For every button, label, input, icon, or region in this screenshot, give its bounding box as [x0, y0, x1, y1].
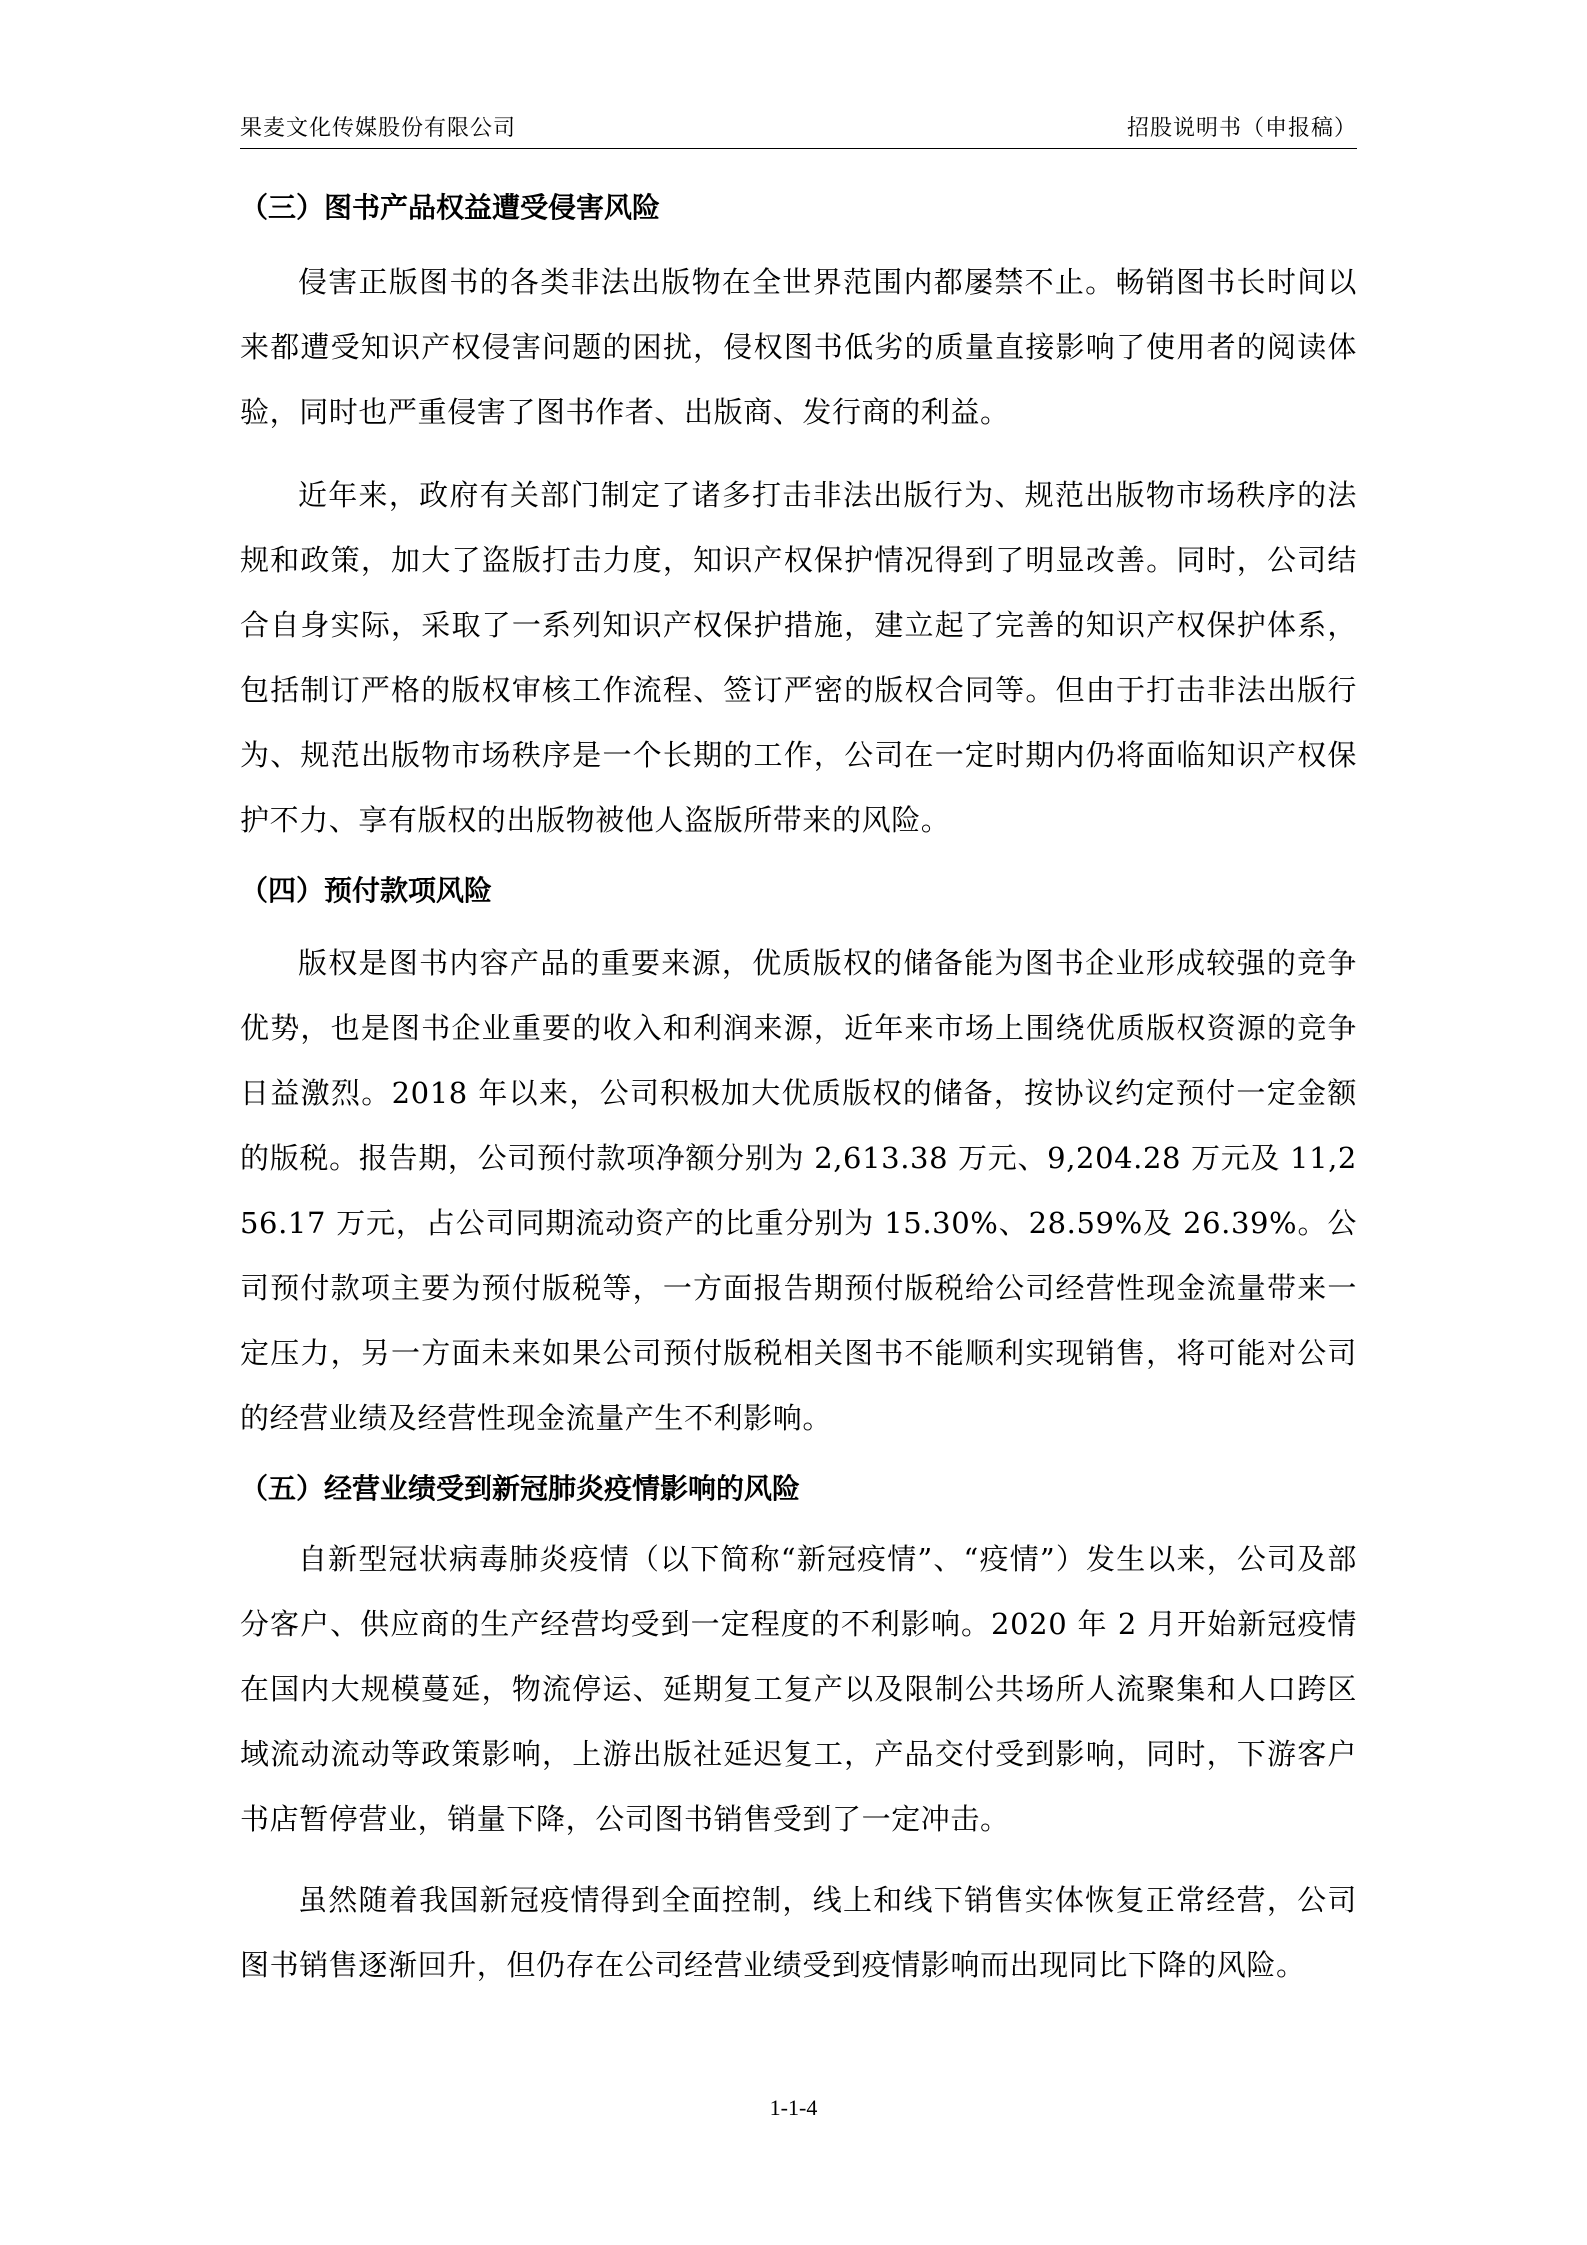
section-heading-3: （三）图书产品权益遭受侵害风险: [240, 191, 661, 224]
section-4-paragraph-1: 版权是图书内容产品的重要来源，优质版权的储备能为图书企业形成较强的竞争优势，也是图书企业重要的收入和利润来源，近年来市场上围绕优质版权资源的竞争日益激烈。2018 年以来，公司积极加大优质版权的储备，按协议约定预付一定金额的版税。报告期，公司预付款项净额分别为 2,613.38 万元、9,204.28 万元及 11,256.17 万元，占公司同期流动资产的比重分别为 15.30%、28.59%及 26.39%。公司预付款项主要为预付版税等，一方面报告期预付版税给公司经营性现金流量带来一定压力，另一方面未来如果公司预付版税相关图书不能顺利实现销售，将可能对公司的经营业绩及经营性现金流量产生不利影响。: [240, 946, 1357, 1435]
section-heading-5: （五）经营业绩受到新冠肺炎疫情影响的风险: [240, 1472, 801, 1505]
section-5-paragraph-1: 自新型冠状病毒肺炎疫情（以下简称“新冠疫情”、“疫情”）发生以来，公司及部分客户、供应商的生产经营均受到一定程度的不利影响。2020 年 2 月开始新冠疫情在国内大规模蔓延，物流停运、延期复工复产以及限制公共场所人流聚集和人口跨区域流动流动等政策影响，上游出版社延迟复工，产品交付受到影响，同时，下游客户书店暂停营业，销量下降，公司图书销售受到了一定冲击。: [240, 1542, 1357, 1836]
header-document-type: 招股说明书（申报稿）: [1126, 116, 1357, 141]
header-company-name: 果麦文化传媒股份有限公司: [240, 116, 517, 141]
section-3-paragraph-1: 侵害正版图书的各类非法出版物在全世界范围内都屡禁不止。畅销图书长时间以来都遭受知识产权侵害问题的困扰，侵权图书低劣的质量直接影响了使用者的阅读体验，同时也严重侵害了图书作者、出版商、发行商的利益。: [240, 265, 1357, 429]
section-3-paragraph-2: 近年来，政府有关部门制定了诸多打击非法出版行为、规范出版物市场秩序的法规和政策，加大了盗版打击力度，知识产权保护情况得到了明显改善。同时，公司结合自身实际，采取了一系列知识产权保护措施，建立起了完善的知识产权保护体系，包括制订严格的版权审核工作流程、签订严密的版权合同等。但由于打击非法出版行为、规范出版物市场秩序是一个长期的工作，公司在一定时期内仍将面临知识产权保护不力、享有版权的出版物被他人盗版所带来的风险。: [240, 478, 1357, 837]
section-heading-4: （四）预付款项风险: [240, 874, 493, 907]
page-header: [240, 108, 1357, 149]
section-5-paragraph-2: 虽然随着我国新冠疫情得到全面控制，线上和线下销售实体恢复正常经营，公司图书销售逐渐回升，但仍存在公司经营业绩受到疫情影响而出现同比下降的风险。: [240, 1883, 1357, 1982]
page-number: 1-1-4: [769, 2095, 818, 2120]
main-content: [240, 182, 1357, 1998]
